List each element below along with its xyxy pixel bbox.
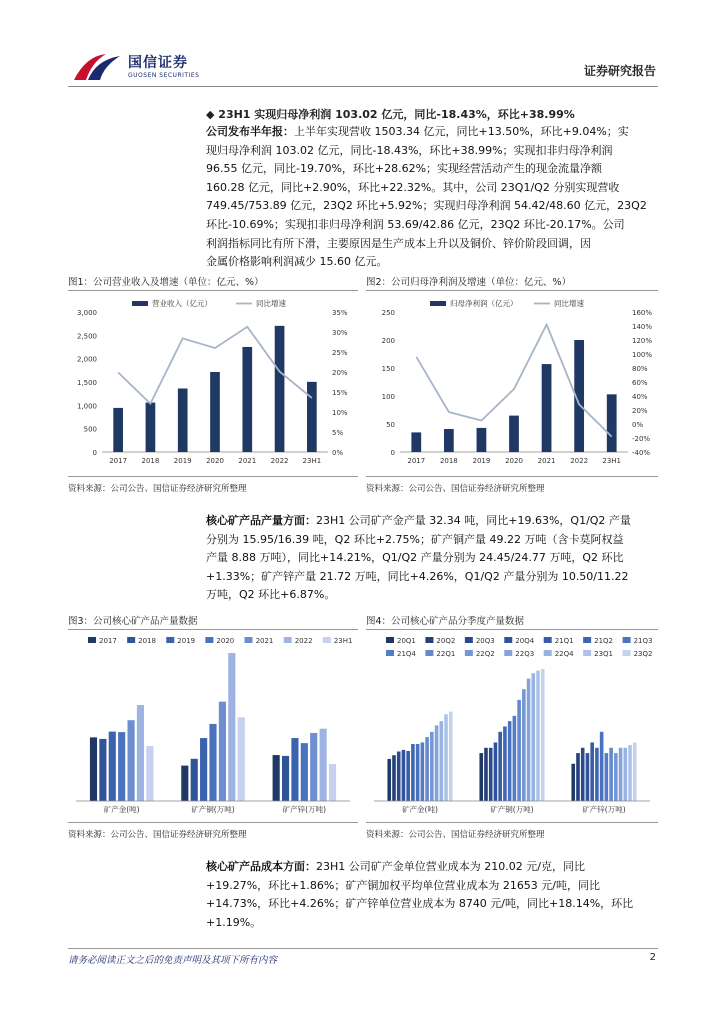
y2-tick-label: 30% [332,329,348,337]
bar [633,742,637,801]
x-tick-label: 2017 [407,457,426,465]
bar [479,753,483,801]
y-tick-label: 2,000 [76,355,97,364]
section2-line: 23H1 公司矿产金产量 32.34 吨，同比+19.63%，Q1/Q2 产量 [316,514,631,527]
x-tick-label: 2019 [173,457,192,465]
bar [273,755,280,801]
bar [489,748,493,801]
y-tick-label: 2,500 [76,332,97,341]
bar [542,364,552,452]
bar [536,671,540,801]
bar [402,750,406,801]
section1-line: 96.55 亿元，同比-19.70%，环比+28.62%；实现经营活动产生的现金流量净额 [206,162,603,176]
bar [439,721,443,801]
section1-line: 环比-10.69%；实现扣非归母净利润 53.69/42.86 亿元，23Q2 环比-20.17%。公司 [206,217,625,231]
legend-label: 21Q4 [397,650,416,658]
bar [329,764,336,801]
legend-swatch [166,637,174,643]
y2-tick-label: 120% [632,337,653,345]
section1-headline: ◆ 23H1 实现归母净利润 103.02 亿元，同比-18.43%，环比+38.99% [206,108,575,121]
y2-tick-label: 25% [332,349,348,357]
y2-tick-label: 0% [332,449,344,457]
legend-swatch [583,650,591,656]
legend-swatch [504,637,512,643]
bar [430,732,434,801]
section2-line: 产量 8.88 万吨），同比+14.21%，Q1/Q2 产量分别为 24.45/24.77 万吨，Q2 环比 [206,551,624,565]
x-tick-label: 矿产铜(万吨) [490,805,534,814]
fig1-caption: 图1：公司营业收入及增速（单位：亿元、%） [68,277,264,288]
bar [581,748,585,801]
brand-name-en: GUOSEN SECURITIES [128,72,200,79]
y-tick-label: 100 [381,393,395,401]
section3-line: +19.27%，环比+1.86%；矿产铜加权平均单位营业成本为 21653 元/吨，同比 [206,878,601,892]
bar [531,673,535,801]
section2-lead: 核心矿产品产量方面： [206,514,316,527]
fig4-chart [366,631,658,819]
y2-tick-label: 140% [632,323,653,331]
bar [411,432,421,452]
legend-swatch [245,637,253,643]
legend-line-label: 同比增速 [554,299,584,308]
bar [444,429,454,452]
x-tick-label: 矿产锌(万吨) [582,805,626,814]
x-tick-label: 2022 [270,457,289,465]
y2-tick-label: 160% [632,309,653,317]
legend-swatch [623,650,631,656]
fig1-top-rule [68,290,358,291]
y-tick-label: 0 [92,449,97,457]
bar [228,653,235,801]
section3-lead: 核心矿产品成本方面： [206,860,316,873]
guosen-logo-icon [72,50,124,84]
legend-bar-swatch [430,301,446,306]
bar [200,738,207,801]
y-tick-label: 150 [381,365,395,373]
legend-swatch [544,637,552,643]
bar [605,753,609,801]
bar [600,732,604,801]
bar [238,717,245,801]
bar [508,721,512,801]
bar [411,744,415,801]
bar [291,738,298,801]
page-number: 2 [649,952,656,963]
section2-line: 分别为 15.95/16.39 吨，Q2 环比+2.75%；矿产铜产量 49.22 万吨（含卡莫阿权益 [206,532,624,546]
bar [522,689,526,801]
legend-swatch [127,637,135,643]
y2-tick-label: -40% [632,449,651,457]
fig1-bottom-rule [68,476,358,477]
y2-tick-label: 5% [332,429,344,437]
bar [541,669,545,801]
x-tick-label: 2019 [472,457,491,465]
bar [137,705,144,801]
legend-label: 23H1 [333,637,353,645]
legend-label: 2020 [216,637,235,645]
section1-line: 现归母净利润 103.02 亿元，同比-18.43%，环比+38.99%；实现扣非归母净利润 [206,143,613,157]
bar [209,724,216,801]
y-tick-label: 200 [381,337,395,345]
x-tick-label: 矿产金(吨) [402,805,438,814]
fig2-caption: 图2：公司归母净利润及增速（单位：亿元、%） [366,277,572,288]
bar [275,326,285,452]
fig3-bottom-rule [68,822,358,823]
bar [282,756,289,801]
x-tick-label: 矿产铜(万吨) [191,805,235,814]
bar [127,720,134,801]
fig1-chart [68,292,358,472]
y2-tick-label: 80% [632,365,648,373]
legend-label: 20Q2 [436,637,456,645]
legend-label: 21Q3 [633,637,653,645]
legend-label: 2017 [99,637,117,645]
brand-name-cn: 国信证券 [128,55,188,71]
fig2-chart [366,292,658,472]
legend-label: 21Q1 [554,637,574,645]
y2-tick-label: 40% [632,393,648,401]
section2-line: +1.33%；矿产锌产量 21.72 万吨，同比+4.26%，Q1/Q2 产量分别为 10.50/11.22 [206,569,629,583]
legend-swatch [88,637,96,643]
section3-line: +1.19%。 [206,915,262,929]
x-tick-label: 2020 [206,457,224,465]
bar [421,742,425,801]
bar [484,748,488,801]
y-tick-label: 0 [390,449,395,457]
legend-bar-label: 营业收入（亿元） [152,299,212,308]
legend-swatch [425,637,433,643]
fig4-top-rule [366,629,658,630]
bar [623,748,627,801]
section2-line: 万吨，Q2 环比+6.87%。 [206,588,336,602]
fig2-bottom-rule [366,476,658,477]
bar [310,733,317,801]
legend-swatch [284,637,292,643]
fig1-source: 资料来源：公司公告、国信证券经济研究所整理 [68,484,247,494]
bar [113,408,123,452]
legend-label: 22Q3 [515,650,535,658]
legend-swatch [386,650,394,656]
legend-label: 22Q2 [475,650,495,658]
bar [99,739,106,801]
x-tick-label: 2017 [109,457,128,465]
bar [595,748,599,801]
y-tick-label: 50 [386,421,395,429]
legend-label: 2022 [294,637,313,645]
legend-label: 20Q3 [475,637,495,645]
bar [576,753,580,801]
bar [118,732,125,801]
fig3-caption: 图3：公司核心矿产品产量数据 [68,616,198,627]
section1-line: 利润指标同比有所下滑，主要原因是生产成本上升以及铜价、锌价阶段回调，因 [206,236,591,250]
bar [397,752,401,802]
y2-tick-label: 20% [632,407,648,415]
bar [392,755,396,801]
legend-swatch [544,650,552,656]
bar [416,744,420,801]
y2-tick-label: 35% [332,309,348,317]
legend-label: 2018 [138,637,156,645]
bar [609,748,613,801]
section3-body [206,858,658,932]
footer-disclaimer: 请务必阅读正文之后的免责声明及其项下所有内容 [68,955,278,966]
y2-tick-label: -20% [632,435,651,443]
y2-tick-label: 0% [632,421,644,429]
legend-line-label: 同比增速 [256,299,286,308]
y2-tick-label: 15% [332,389,348,397]
section3-line: 23H1 公司矿产金单位营业成本为 210.02 元/克，同比 [316,860,585,873]
y-tick-label: 3,000 [76,309,97,317]
legend-bar-label: 归母净利润（亿元） [450,299,518,308]
legend-swatch [465,637,473,643]
bar [219,702,226,801]
fig4-bottom-rule [366,822,658,823]
bar [307,382,317,452]
bar [444,714,448,801]
bar [406,751,410,801]
bar [498,732,502,801]
y2-tick-label: 10% [332,409,348,417]
bar [449,712,453,801]
y2-tick-label: 20% [332,369,348,377]
bar [494,742,498,801]
fig2-source: 资料来源：公司公告、国信证券经济研究所整理 [366,484,545,494]
section1-body [206,123,658,272]
section1-line: 上半年实现营收 1503.34 亿元，同比+13.50%，环比+9.04%；实 [294,125,629,138]
bar [301,743,308,801]
section1-line: 749.45/753.89 亿元，23Q2 环比+5.92%；实现归母净利润 54.42/48.60 亿元，23Q2 [206,199,647,213]
legend-label: 2021 [255,637,274,645]
legend-label: 22Q4 [554,650,574,658]
x-tick-label: 23H1 [602,457,622,465]
bar [614,753,618,801]
bar [242,347,252,452]
footer-divider [68,948,658,949]
legend-label: 20Q4 [515,637,535,645]
bar [509,416,519,452]
bar [435,725,439,801]
bar [320,729,327,801]
bar [571,764,575,801]
y2-tick-label: 100% [632,351,653,359]
bar [619,748,623,801]
fig3-source: 资料来源：公司公告、国信证券经济研究所整理 [68,830,247,840]
x-tick-label: 2018 [439,457,458,465]
legend-swatch [504,650,512,656]
legend-swatch [623,637,631,643]
x-tick-label: 2020 [505,457,523,465]
bar [146,746,153,801]
legend-swatch [425,650,433,656]
bar [503,726,507,801]
bar [607,394,617,452]
y-tick-label: 250 [381,309,395,317]
bar [586,753,590,801]
fig3-chart [68,631,358,819]
x-tick-label: 23H1 [302,457,322,465]
bar [387,759,391,801]
x-tick-label: 2021 [238,457,257,465]
y-tick-label: 1,500 [76,379,97,387]
bar [181,766,188,801]
y2-tick-label: 60% [632,379,648,387]
bar [191,759,198,801]
legend-label: 21Q2 [594,637,614,645]
fig3-top-rule [68,629,358,630]
legend-swatch [583,637,591,643]
fig4-source: 资料来源：公司公告、国信证券经济研究所整理 [366,830,545,840]
bar [90,737,97,801]
bar [210,372,220,452]
bar [425,737,429,801]
bar [517,700,521,801]
legend-label: 22Q1 [436,650,456,658]
bar [527,679,531,801]
legend-swatch [386,637,394,643]
bar [590,742,594,801]
x-tick-label: 2018 [141,457,160,465]
y-tick-label: 500 [83,425,97,434]
report-type: 证券研究报告 [583,64,656,78]
bar [513,716,517,801]
legend-label: 20Q1 [397,637,416,645]
fig4-caption: 图4：公司核心矿产品分季度产量数据 [366,616,525,627]
bar [146,403,156,452]
legend-swatch [323,637,331,643]
x-tick-label: 矿产锌(万吨) [282,805,327,814]
header-divider [68,86,658,87]
legend-bar-swatch [132,301,148,306]
section2-body [206,512,658,605]
x-tick-label: 矿产金(吨) [103,805,140,814]
bar [477,428,487,452]
section1-line: 金属价格影响利润减少 15.60 亿元。 [206,255,388,269]
legend-swatch [465,650,473,656]
legend-label: 23Q2 [633,650,653,658]
x-tick-label: 2021 [537,457,556,465]
legend-swatch [205,637,213,643]
bar [109,732,116,801]
legend-label: 23Q1 [594,650,614,658]
y-tick-label: 1,000 [76,402,97,411]
x-tick-label: 2022 [570,457,589,465]
section1-line: 160.28 亿元，同比+2.90%，环比+22.32%。其中，公司 23Q1/Q2 分别实现营收 [206,180,620,194]
bar [178,388,188,452]
brand-logo [72,50,124,84]
legend-label: 2019 [177,637,196,645]
section1-lead: 公司发布半年报： [206,125,294,138]
section3-line: +14.73%，环比+4.26%；矿产锌单位营业成本为 8740 元/吨，同比+18.14%，环比 [206,897,634,911]
bar [628,745,632,801]
fig2-top-rule [366,290,658,291]
